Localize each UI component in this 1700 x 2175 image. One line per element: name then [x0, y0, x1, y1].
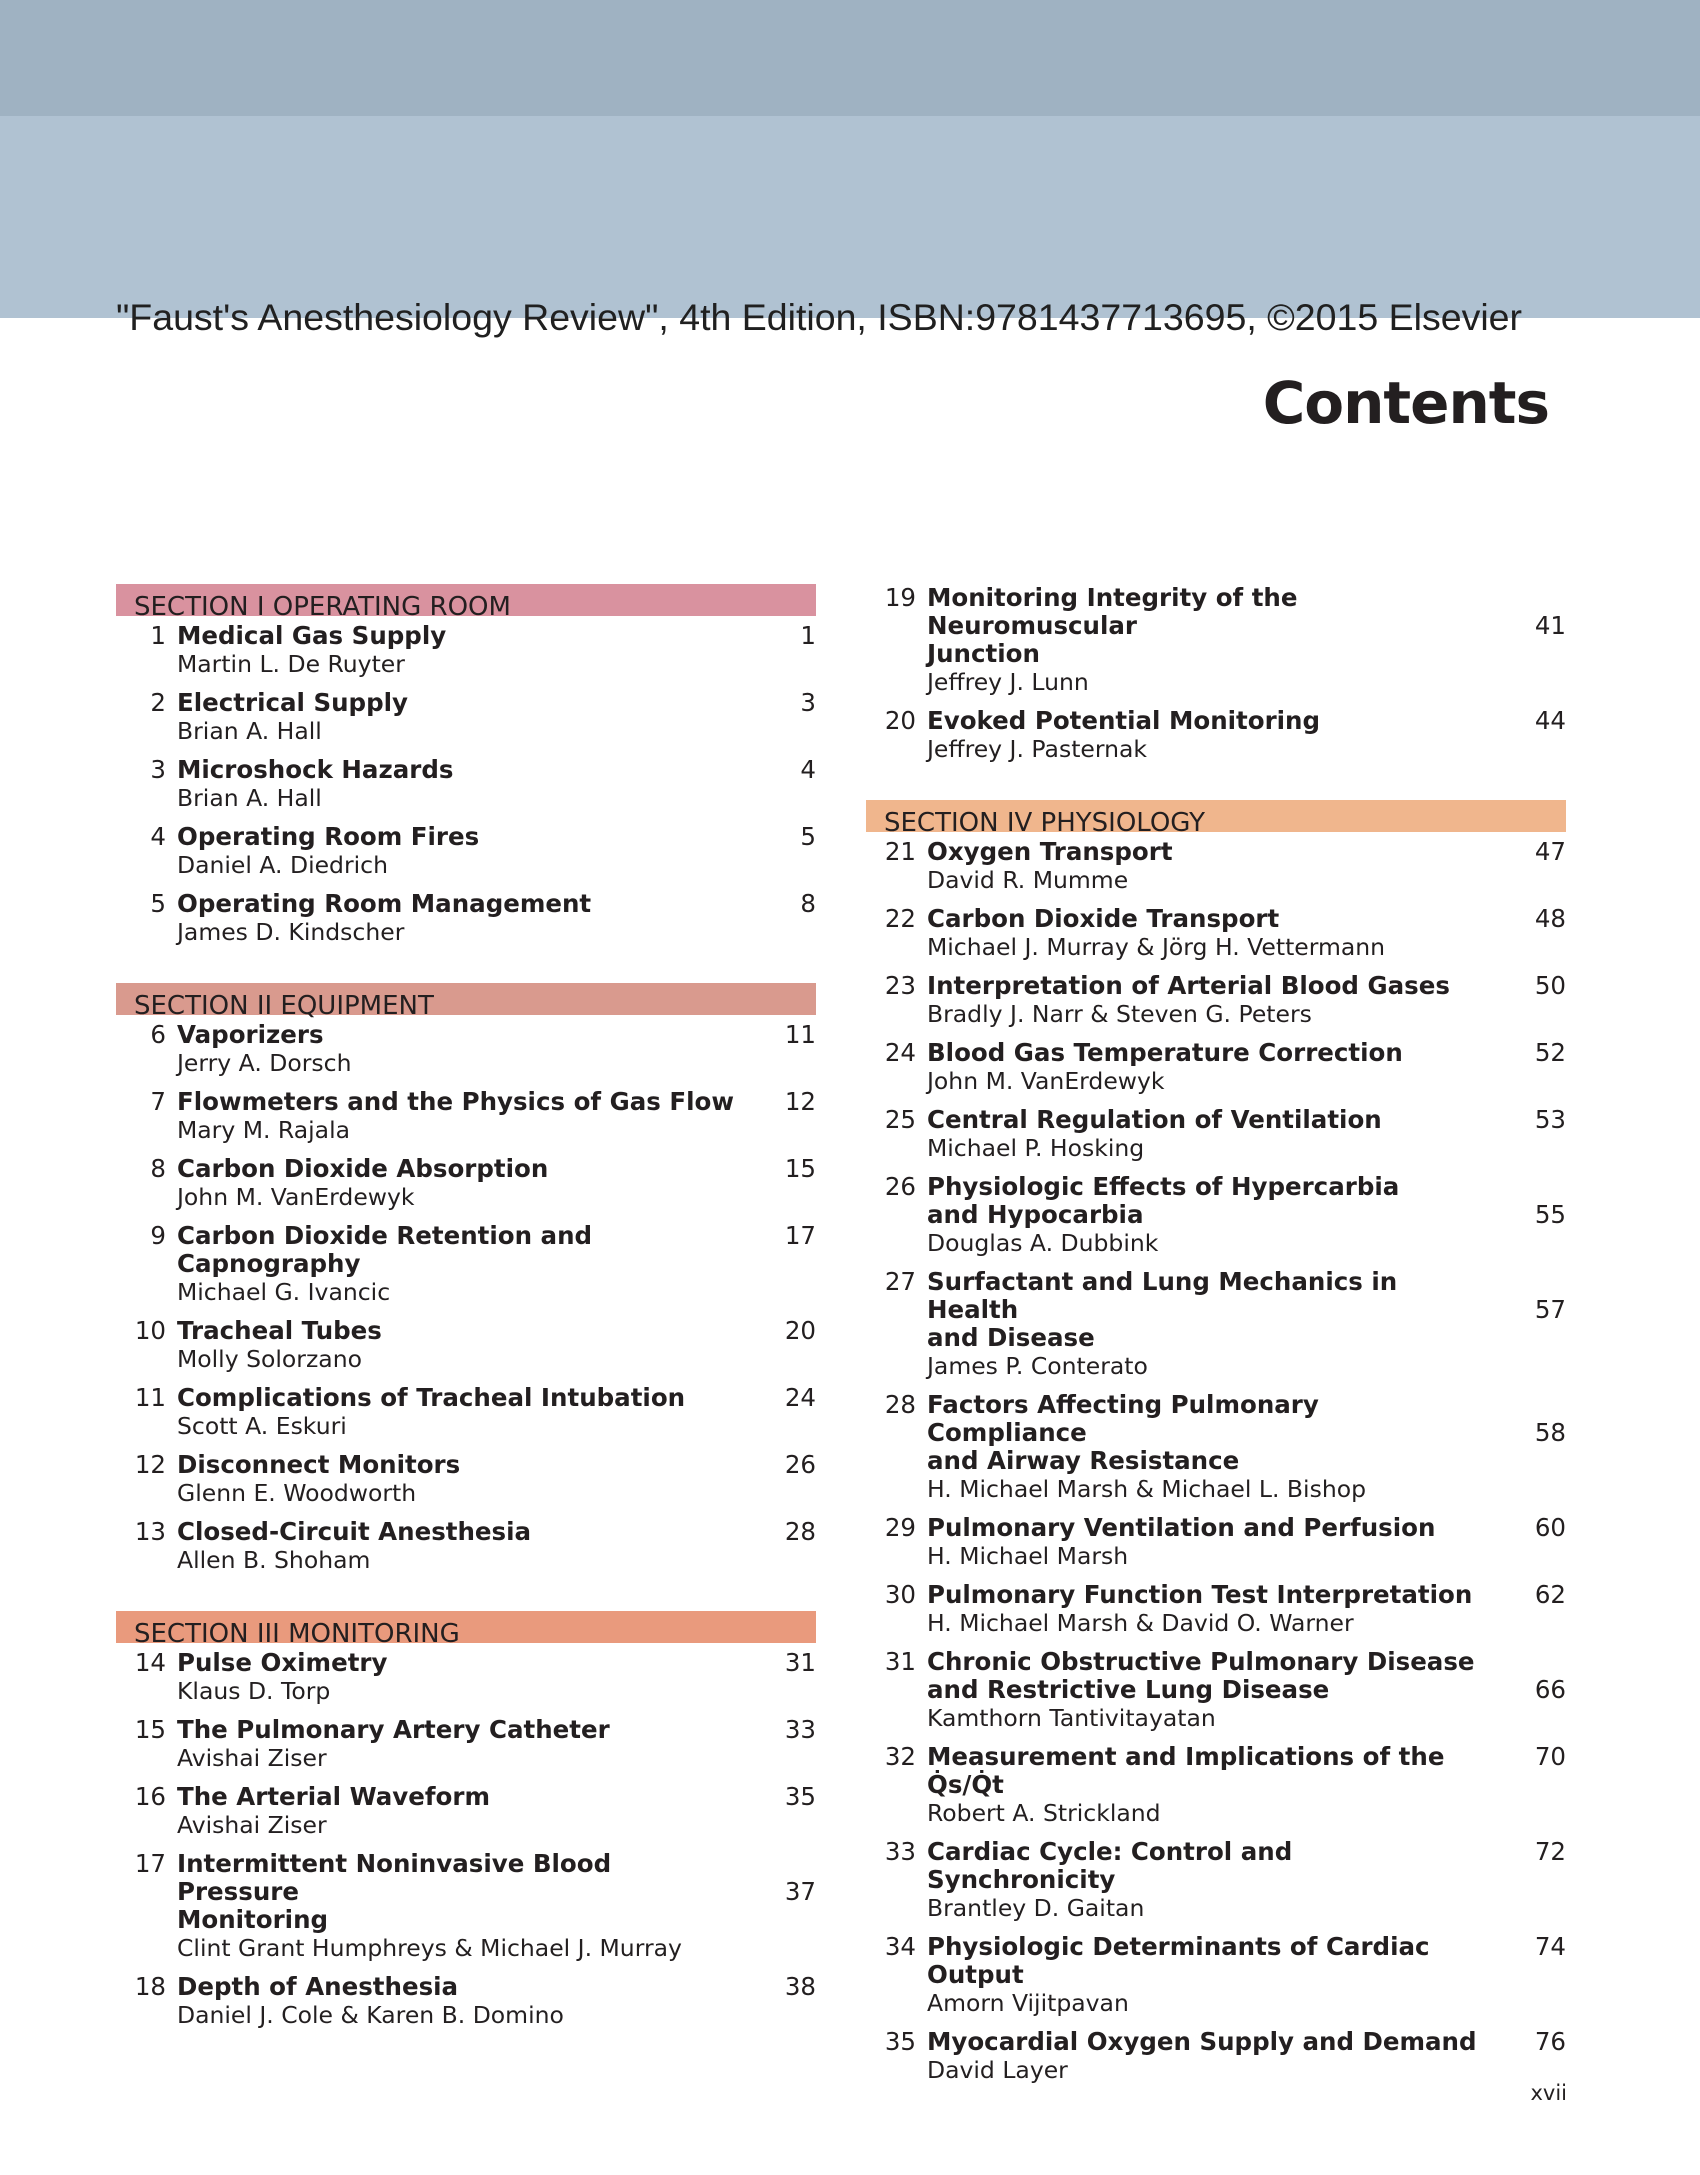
chapter-number: 4: [150, 822, 166, 851]
toc-entry-chapter-10[interactable]: [116, 1317, 816, 1373]
chapter-author: Clint Grant Humphreys & Michael J. Murray: [177, 1934, 682, 1962]
chapter-title: Depth of Anesthesia: [177, 1972, 459, 2001]
chapter-author: Avishai Ziser: [177, 1744, 327, 1772]
chapter-author: Kamthorn Tantivitayatan: [927, 1704, 1216, 1732]
chapter-number: 25: [884, 1105, 916, 1134]
chapter-author: Michael J. Murray & Jörg H. Vettermann: [927, 933, 1386, 961]
chapter-page-number: 31: [784, 1648, 816, 1677]
chapter-title: Pulmonary Ventilation and Perfusion: [927, 1513, 1436, 1542]
toc-entry-chapter-24[interactable]: [866, 1039, 1566, 1095]
chapter-author: Allen B. Shoham: [177, 1546, 371, 1574]
toc-entry-chapter-14[interactable]: [116, 1649, 816, 1705]
toc-entry-chapter-16[interactable]: [116, 1783, 816, 1839]
chapter-page-number: 66: [1534, 1675, 1566, 1704]
toc-entry-chapter-30[interactable]: [866, 1581, 1566, 1637]
chapter-page-number: 52: [1534, 1038, 1566, 1067]
toc-entry-chapter-29[interactable]: [866, 1514, 1566, 1570]
chapter-number: 13: [134, 1517, 166, 1546]
chapter-author: Amorn Vijitpavan: [927, 1989, 1129, 2017]
chapter-page-number: 48: [1534, 904, 1566, 933]
toc-entry-chapter-18[interactable]: [116, 1973, 816, 2029]
chapter-title: Vaporizers: [177, 1020, 324, 1049]
chapter-author: David Layer: [927, 2056, 1068, 2084]
chapter-title: and Disease: [927, 1323, 1095, 1352]
chapter-author: Jeffrey J. Lunn: [927, 668, 1089, 696]
chapter-title: Medical Gas Supply: [177, 621, 447, 650]
chapter-author: Jerry A. Dorsch: [177, 1049, 352, 1077]
toc-right-column: [866, 584, 1566, 2095]
chapter-author: Brian A. Hall: [177, 717, 322, 745]
chapter-title: Myocardial Oxygen Supply and Demand: [927, 2027, 1477, 2056]
chapter-title: Physiologic Effects of Hypercarbia: [927, 1172, 1400, 1201]
chapter-number: 27: [884, 1267, 916, 1296]
chapter-author: David R. Mumme: [927, 866, 1129, 894]
chapter-author: H. Michael Marsh: [927, 1542, 1129, 1570]
chapter-number: 6: [150, 1020, 166, 1049]
chapter-author: Douglas A. Dubbink: [927, 1229, 1159, 1257]
chapter-author: James D. Kindscher: [177, 918, 405, 946]
chapter-number: 21: [884, 837, 916, 866]
chapter-title: Measurement and Implications of the Q̇s/Q̇t: [927, 1742, 1445, 1799]
section-header-physiology: SECTION IV PHYSIOLOGY: [866, 800, 1566, 832]
toc-entry-chapter-8[interactable]: [116, 1155, 816, 1211]
chapter-author: Brian A. Hall: [177, 784, 322, 812]
chapter-author: Robert A. Strickland: [927, 1799, 1161, 1827]
toc-entry-chapter-7[interactable]: [116, 1088, 816, 1144]
chapter-author: Daniel J. Cole & Karen B. Domino: [177, 2001, 564, 2029]
chapter-number: 33: [884, 1837, 916, 1866]
chapter-number: 34: [884, 1932, 916, 1961]
chapter-page-number: 62: [1534, 1580, 1566, 1609]
chapter-number: 12: [134, 1450, 166, 1479]
chapter-title: The Arterial Waveform: [177, 1782, 490, 1811]
chapter-page-number: 12: [784, 1087, 816, 1116]
toc-entry-chapter-28[interactable]: [866, 1391, 1566, 1503]
chapter-number: 22: [884, 904, 916, 933]
toc-entry-chapter-34[interactable]: [866, 1933, 1566, 2017]
chapter-number: 5: [150, 889, 166, 918]
chapter-title: Chronic Obstructive Pulmonary Disease: [927, 1647, 1475, 1676]
chapter-title: Cardiac Cycle: Control and Synchronicity: [927, 1837, 1293, 1894]
chapter-number: 31: [884, 1647, 916, 1676]
chapter-number: 2: [150, 688, 166, 717]
chapter-number: 26: [884, 1172, 916, 1201]
chapter-author: Avishai Ziser: [177, 1811, 327, 1839]
toc-entry-chapter-12[interactable]: [116, 1451, 816, 1507]
chapter-number: 7: [150, 1087, 166, 1116]
chapter-page-number: 44: [1534, 706, 1566, 735]
chapter-number: 16: [134, 1782, 166, 1811]
chapter-title: Carbon Dioxide Transport: [927, 904, 1280, 933]
chapter-number: 1: [150, 621, 166, 650]
chapter-page-number: 24: [784, 1383, 816, 1412]
chapter-title: and Airway Resistance: [927, 1446, 1240, 1475]
chapter-page-number: 4: [800, 755, 816, 784]
toc-entry-chapter-31[interactable]: [866, 1648, 1566, 1732]
section-header-monitoring: SECTION III MONITORING: [116, 1611, 816, 1643]
chapter-page-number: 55: [1534, 1200, 1566, 1229]
chapter-number: 15: [134, 1715, 166, 1744]
chapter-page-number: 53: [1534, 1105, 1566, 1134]
chapter-page-number: 3: [800, 688, 816, 717]
toc-entry-chapter-33[interactable]: [866, 1838, 1566, 1922]
chapter-title: Carbon Dioxide Absorption: [177, 1154, 549, 1183]
chapter-title: Disconnect Monitors: [177, 1450, 461, 1479]
toc-entry-chapter-19[interactable]: [866, 584, 1566, 696]
chapter-author: Bradly J. Narr & Steven G. Peters: [927, 1000, 1312, 1028]
toc-entry-chapter-26[interactable]: [866, 1173, 1566, 1257]
chapter-page-number: 58: [1534, 1418, 1566, 1447]
chapter-page-number: 47: [1534, 837, 1566, 866]
chapter-title: Physiologic Determinants of Cardiac Output: [927, 1932, 1430, 1989]
section-header-operating-room: SECTION I OPERATING ROOM: [116, 584, 816, 616]
chapter-page-number: 17: [784, 1221, 816, 1250]
chapter-page-number: 1: [800, 621, 816, 650]
chapter-page-number: 33: [784, 1715, 816, 1744]
chapter-author: Michael G. Ivancic: [177, 1278, 391, 1306]
chapter-number: 23: [884, 971, 916, 1000]
top-band: [0, 0, 1700, 116]
chapter-number: 11: [134, 1383, 166, 1412]
chapter-title: Monitoring: [177, 1905, 329, 1934]
chapter-page-number: 35: [784, 1782, 816, 1811]
chapter-title: Factors Affecting Pulmonary Compliance: [927, 1390, 1319, 1447]
chapter-author: Michael P. Hosking: [927, 1134, 1145, 1162]
chapter-title: and Hypocarbia: [927, 1200, 1144, 1229]
toc-entry-chapter-27[interactable]: [866, 1268, 1566, 1380]
chapter-page-number: 60: [1534, 1513, 1566, 1542]
chapter-number: 32: [884, 1742, 916, 1771]
toc-entry-chapter-11[interactable]: [116, 1384, 816, 1440]
chapter-title: Evoked Potential Monitoring: [927, 706, 1321, 735]
chapter-page-number: 37: [784, 1877, 816, 1906]
toc-entry-chapter-25[interactable]: [866, 1106, 1566, 1162]
chapter-page-number: 15: [784, 1154, 816, 1183]
chapter-page-number: 8: [800, 889, 816, 918]
chapter-author: Klaus D. Torp: [177, 1677, 331, 1705]
chapter-number: 8: [150, 1154, 166, 1183]
toc-entry-chapter-13[interactable]: [116, 1518, 816, 1574]
chapter-page-number: 11: [784, 1020, 816, 1049]
toc-entry-chapter-15[interactable]: [116, 1716, 816, 1772]
chapter-title: Complications of Tracheal Intubation: [177, 1383, 686, 1412]
page-title: Contents: [1262, 369, 1549, 437]
toc-entry-chapter-2[interactable]: [116, 689, 816, 745]
chapter-number: 35: [884, 2027, 916, 2056]
chapter-title: Microshock Hazards: [177, 755, 454, 784]
chapter-title: Junction: [927, 639, 1040, 668]
chapter-title: Carbon Dioxide Retention and Capnography: [177, 1221, 593, 1278]
section-header-equipment: SECTION II EQUIPMENT: [116, 983, 816, 1015]
chapter-page-number: 50: [1534, 971, 1566, 1000]
chapter-author: John M. VanErdewyk: [177, 1183, 415, 1211]
chapter-page-number: 74: [1534, 1932, 1566, 1961]
header-band: [0, 116, 1700, 437]
chapter-title: Pulse Oximetry: [177, 1648, 388, 1677]
chapter-number: 10: [134, 1316, 166, 1345]
chapter-author: Brantley D. Gaitan: [927, 1894, 1145, 1922]
chapter-page-number: 38: [784, 1972, 816, 2001]
chapter-author: H. Michael Marsh & Michael L. Bishop: [927, 1475, 1367, 1503]
toc-entry-chapter-5[interactable]: [116, 890, 816, 946]
chapter-number: 28: [884, 1390, 916, 1419]
chapter-title: Interpretation of Arterial Blood Gases: [927, 971, 1450, 1000]
chapter-title: Operating Room Management: [177, 889, 592, 918]
chapter-page-number: 57: [1534, 1295, 1566, 1324]
chapter-page-number: 28: [784, 1517, 816, 1546]
chapter-title: Operating Room Fires: [177, 822, 480, 851]
toc-entry-chapter-35[interactable]: [866, 2028, 1566, 2084]
chapter-author: Glenn E. Woodworth: [177, 1479, 417, 1507]
chapter-title: Electrical Supply: [177, 688, 408, 717]
toc-entry-chapter-21[interactable]: [866, 838, 1566, 894]
chapter-number: 18: [134, 1972, 166, 2001]
chapter-page-number: 5: [800, 822, 816, 851]
toc-entry-chapter-6[interactable]: [116, 1021, 816, 1077]
chapter-author: H. Michael Marsh & David O. Warner: [927, 1609, 1354, 1637]
chapter-title: The Pulmonary Artery Catheter: [177, 1715, 610, 1744]
toc-entry-chapter-1[interactable]: [116, 622, 816, 678]
chapter-author: Martin L. De Ruyter: [177, 650, 405, 678]
chapter-title: Intermittent Noninvasive Blood Pressure: [177, 1849, 612, 1906]
chapter-page-number: 72: [1534, 1837, 1566, 1866]
book-citation: "Faust's Anesthesiology Review", 4th Edition, ISBN:9781437713695, ©2015 Elsevier: [116, 296, 1523, 338]
chapter-page-number: 20: [784, 1316, 816, 1345]
toc-entry-chapter-3[interactable]: [116, 756, 816, 812]
chapter-page-number: 70: [1534, 1742, 1566, 1771]
chapter-number: 9: [150, 1221, 166, 1250]
chapter-page-number: 41: [1534, 611, 1566, 640]
chapter-title: Blood Gas Temperature Correction: [927, 1038, 1403, 1067]
chapter-title: Oxygen Transport: [927, 837, 1173, 866]
toc-entry-chapter-20[interactable]: [866, 707, 1566, 763]
chapter-page-number: 76: [1534, 2027, 1566, 2056]
toc-entry-chapter-23[interactable]: [866, 972, 1566, 1028]
toc-entry-chapter-22[interactable]: [866, 905, 1566, 961]
toc-entry-chapter-32[interactable]: [866, 1743, 1566, 1827]
chapter-author: Scott A. Eskuri: [177, 1412, 347, 1440]
chapter-number: 3: [150, 755, 166, 784]
chapter-number: 19: [884, 583, 916, 612]
chapter-title: Pulmonary Function Test Interpretation: [927, 1580, 1473, 1609]
toc-left-column: [116, 584, 816, 2040]
chapter-number: 24: [884, 1038, 916, 1067]
chapter-page-number: 26: [784, 1450, 816, 1479]
chapter-author: Molly Solorzano: [177, 1345, 362, 1373]
chapter-author: Jeffrey J. Pasternak: [927, 735, 1148, 763]
chapter-author: James P. Conterato: [927, 1352, 1148, 1380]
toc-entry-chapter-4[interactable]: [116, 823, 816, 879]
chapter-number: 17: [134, 1849, 166, 1878]
toc-entry-chapter-9[interactable]: [116, 1222, 816, 1306]
chapter-title: Surfactant and Lung Mechanics in Health: [927, 1267, 1398, 1324]
chapter-title: Central Regulation of Ventilation: [927, 1105, 1382, 1134]
chapter-author: Daniel A. Diedrich: [177, 851, 388, 879]
toc-entry-chapter-17[interactable]: [116, 1850, 816, 1962]
chapter-number: 14: [134, 1648, 166, 1677]
chapter-title: Monitoring Integrity of the Neuromuscular: [927, 583, 1298, 640]
chapter-number: 29: [884, 1513, 916, 1542]
chapter-title: Flowmeters and the Physics of Gas Flow: [177, 1087, 734, 1116]
chapter-title: and Restrictive Lung Disease: [927, 1675, 1330, 1704]
page-number: xvii: [1530, 2081, 1567, 2105]
chapter-title: Tracheal Tubes: [177, 1316, 382, 1345]
chapter-author: Mary M. Rajala: [177, 1116, 351, 1144]
chapter-title: Closed-Circuit Anesthesia: [177, 1517, 532, 1546]
chapter-number: 20: [884, 706, 916, 735]
chapter-author: John M. VanErdewyk: [927, 1067, 1165, 1095]
chapter-number: 30: [884, 1580, 916, 1609]
